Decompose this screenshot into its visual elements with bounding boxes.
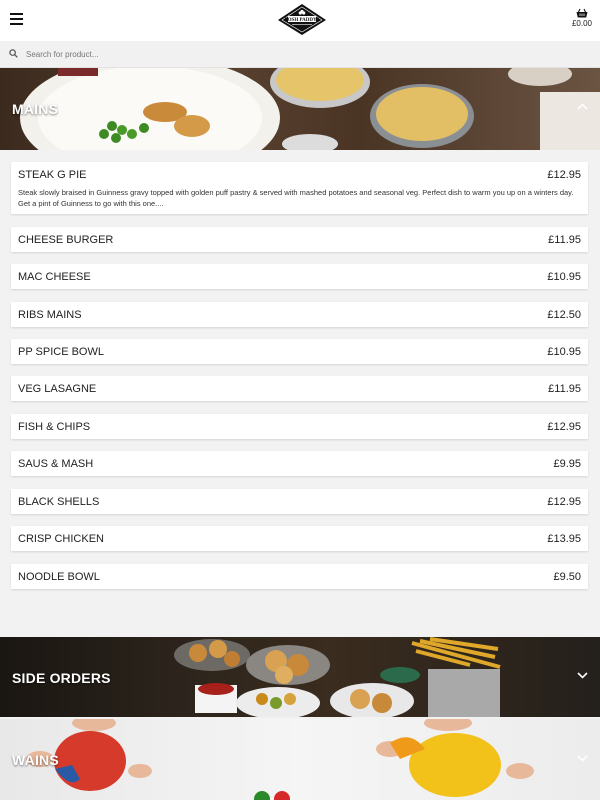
posh-paddys-logo[interactable] [277,3,327,36]
item-price: £12.95 [547,421,581,433]
item-name: VEG LASAGNE [18,383,97,395]
search-input[interactable] [26,46,586,63]
section-header-wains[interactable] [0,719,600,800]
section-header-side-orders[interactable] [0,637,600,717]
wains-banner-image [0,719,600,800]
item-price: £9.50 [553,571,581,583]
item-price: £12.95 [547,496,581,508]
mains-banner-image [0,68,600,150]
section-header-mains[interactable] [0,68,600,150]
search-icon [9,49,18,58]
item-price: £10.95 [547,346,581,358]
item-name: FISH & CHIPS [18,421,91,433]
section-title-wains: WAINS [12,752,59,768]
chevron-down-icon[interactable] [577,755,588,762]
item-price: £9.95 [553,458,581,470]
item-price: £12.95 [547,169,581,181]
cart-total: £0.00 [571,19,592,28]
item-price: £11.95 [548,234,581,246]
item-name: RIBS MAINS [18,309,82,321]
menu-item-steak-g-pie[interactable] [11,162,588,214]
item-name: BLACK SHELLS [18,496,100,508]
menu-item-cheese-burger[interactable] [11,227,588,252]
section-title-side-orders: SIDE ORDERS [12,670,111,686]
menu-icon[interactable] [10,13,23,25]
item-name: CHEESE BURGER [18,234,114,246]
chevron-down-icon[interactable] [577,672,588,679]
item-name: PP SPICE BOWL [18,346,104,358]
menu-item-crisp-chicken[interactable] [11,526,588,551]
menu-item-ribs-mains[interactable] [11,302,588,327]
item-price: £10.95 [547,271,581,283]
item-price: £11.95 [548,383,581,395]
item-name: CRISP CHICKEN [18,533,104,545]
menu-item-black-shells[interactable] [11,489,588,514]
menu-item-veg-lasagne[interactable] [11,376,588,401]
cart-button[interactable] [562,8,592,28]
menu-item-mac-cheese[interactable] [11,264,588,289]
item-price: £13.95 [547,533,581,545]
menu-item-saus-mash[interactable] [11,451,588,476]
top-bar [0,0,600,41]
chevron-up-icon[interactable] [577,103,588,110]
item-name: STEAK G PIE [18,169,87,181]
menu-item-fish-chips[interactable] [11,414,588,439]
menu-item-pp-spice-bowl[interactable] [11,339,588,364]
basket-icon [576,8,588,18]
section-title-mains: MAINS [12,101,59,117]
item-name: SAUS & MASH [18,458,94,470]
svg-text:POSH PADDYS: POSH PADDYS [284,17,320,23]
item-name: MAC CHEESE [18,271,91,283]
menu-item-noodle-bowl[interactable] [11,564,588,589]
item-name: NOODLE BOWL [18,571,100,583]
item-price: £12.50 [547,309,581,321]
item-description: Steak slowly braised in Guinness gravy topped with golden puff pastry & served with mashed potatoes and seasonal veg. Perfect dish to warm you up on a winters day. Get a pint of Guinness to go with this one.... [18,188,574,208]
search-bar [0,41,600,68]
